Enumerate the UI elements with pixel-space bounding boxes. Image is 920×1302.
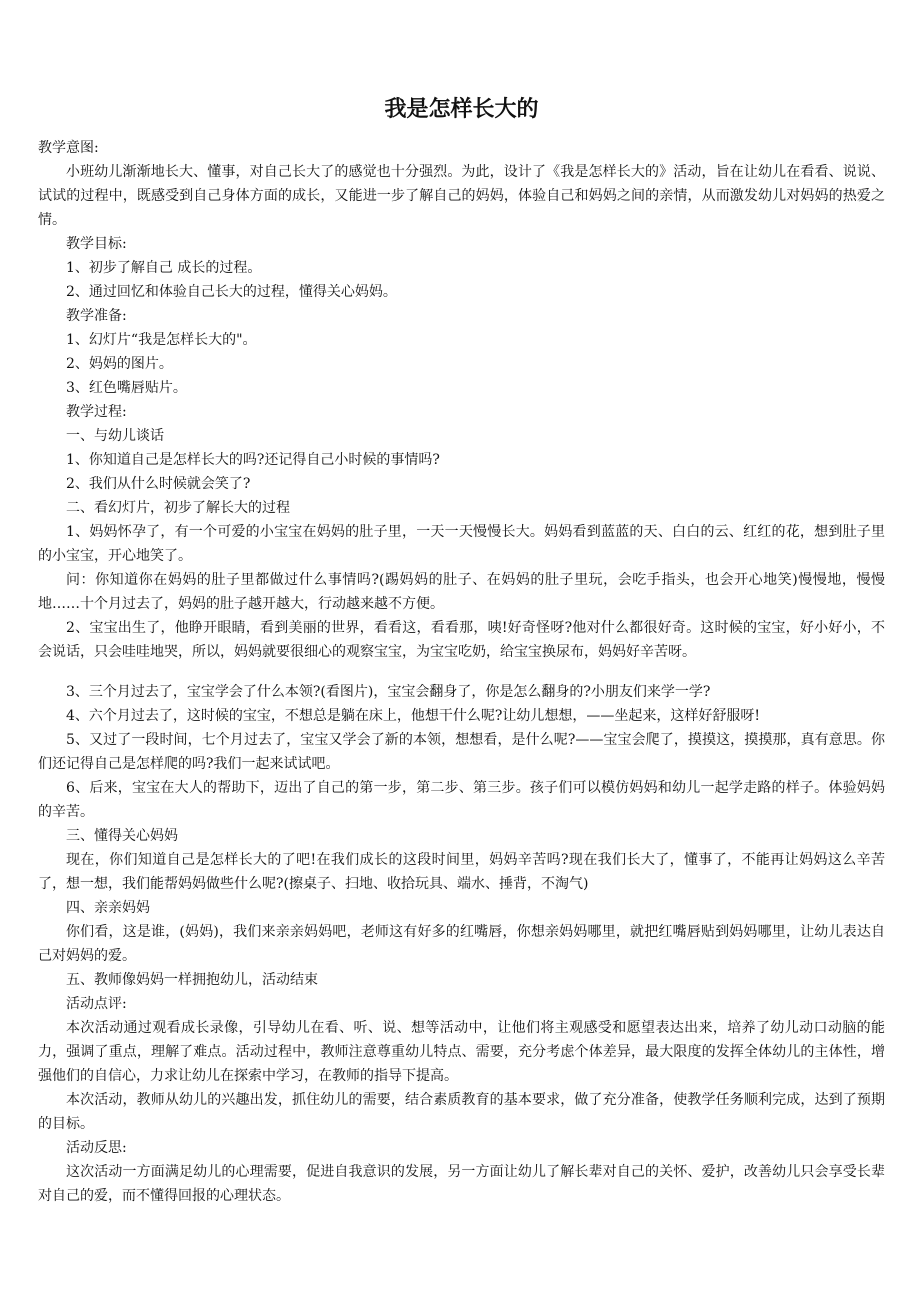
- body-paragraph: 一、与幼儿谈话: [66, 428, 164, 444]
- body-paragraph: 2、通过回忆和体验自己长大的过程，懂得关心妈妈。: [66, 284, 397, 300]
- body-paragraph: 四、亲亲妈妈: [66, 900, 150, 916]
- body-paragraph: 你们看，这是谁，(妈妈)，我们来亲亲妈妈吧，老师这有好多的红嘴唇，你想亲妈妈哪里，就把红嘴唇贴到妈妈哪里，让幼儿表达自己对妈妈的爱。: [38, 924, 885, 964]
- body-paragraph: 活动点评:: [66, 996, 127, 1012]
- body-paragraph: 三、懂得关心妈妈: [66, 828, 178, 844]
- body-paragraph: 教学准备:: [66, 308, 127, 324]
- body-paragraph: 1、你知道自己是怎样长大的吗?还记得自己小时候的事情吗?: [66, 452, 440, 468]
- body-paragraph: 二、看幻灯片，初步了解长大的过程: [66, 500, 290, 516]
- body-paragraph: 5、又过了一段时间，七个月过去了，宝宝又学会了新的本领，想想看，是什么呢?——宝宝会爬了，摸摸这，摸摸那，真有意思。你们还记得自己是怎样爬的吗?我们一起来试试吧。: [38, 732, 885, 772]
- document-page: [38, 92, 885, 1208]
- body-paragraph: 6、后来，宝宝在大人的帮助下，迈出了自己的第一步，第二步、第三步。孩子们可以模仿妈妈和幼儿一起学走路的样子。体验妈妈的辛苦。: [38, 780, 885, 820]
- body-paragraph: 教学意图:: [38, 140, 99, 156]
- body-paragraph: 1、幻灯片“我是怎样长大的"。: [66, 332, 257, 348]
- body-paragraph: 1、妈妈怀孕了，有一个可爱的小宝宝在妈妈的肚子里，一天一天慢慢长大。妈妈看到蓝蓝的天、白白的云、红红的花，想到肚子里的小宝宝，开心地笑了。: [38, 524, 885, 564]
- document-title: 我是怎样长大的: [384, 96, 539, 122]
- body-paragraph: 这次活动一方面满足幼儿的心理需要，促进自我意识的发展，另一方面让幼儿了解长辈对自己的关怀、爱护，改善幼儿只会享受长辈对自己的爱，而不懂得回报的心理状态。: [38, 1164, 885, 1204]
- body-paragraph: 2、妈妈的图片。: [66, 356, 173, 372]
- body-paragraph: 现在，你们知道自己是怎样长大的了吧!在我们成长的这段时间里，妈妈辛苦吗?现在我们长大了，懂事了，不能再让妈妈这么辛苦了，想一想，我们能帮妈妈做些什么呢?(擦桌子、扫地、收拾玩具、端水、捶背，不淘气): [38, 852, 885, 892]
- blank-line: [38, 664, 885, 680]
- body-paragraph: 1、初步了解自己 成长的过程。: [66, 260, 262, 276]
- body-paragraph: 2、我们从什么时候就会笑了?: [66, 476, 251, 492]
- body-paragraph: 教学目标:: [66, 236, 127, 252]
- body-paragraph: 问：你知道你在妈妈的肚子里都做过什么事情吗?(踢妈妈的肚子、在妈妈的肚子里玩，会吃手指头，也会开心地笑)慢慢地，慢慢地……十个月过去了，妈妈的肚子越开越大，行动越来越不方便。: [38, 572, 885, 612]
- document-body: [38, 136, 885, 1208]
- body-paragraph: 3、三个月过去了，宝宝学会了什么本领?(看图片)，宝宝会翻身了，你是怎么翻身的?小朋友们来学一学?: [66, 684, 711, 700]
- body-paragraph: 小班幼儿渐渐地长大、懂事，对自己长大了的感觉也十分强烈。为此，设计了《我是怎样长大的》活动，旨在让幼儿在看看、说说、试试的过程中，既感受到自己身体方面的成长，又能进一步了解自己的妈妈，体验自己和妈妈之间的亲情，从而激发幼儿对妈妈的热爱之情。: [38, 164, 885, 228]
- body-paragraph: 本次活动通过观看成长录像，引导幼儿在看、听、说、想等活动中，让他们将主观感受和愿望表达出来，培养了幼儿动口动脑的能力，强调了重点，理解了难点。活动过程中，教师注意尊重幼儿特点、需要，充分考虑个体差异，最大限度的发挥全体幼儿的主体性，增强他们的自信心，力求让幼儿在探索中学习，在教师的指导下提高。: [38, 1020, 885, 1084]
- body-paragraph: 3、红色嘴唇贴片。: [66, 380, 187, 396]
- body-paragraph: 4、六个月过去了，这时候的宝宝，不想总是躺在床上，他想干什么呢?让幼儿想想，——坐起来，这样好舒服呀!: [66, 708, 761, 724]
- body-paragraph: 五、教师像妈妈一样拥抱幼儿，活动结束: [66, 972, 318, 988]
- body-paragraph: 活动反思:: [66, 1140, 127, 1156]
- body-paragraph: 教学过程:: [66, 404, 127, 420]
- body-paragraph: 本次活动，教师从幼儿的兴趣出发，抓住幼儿的需要，结合素质教育的基本要求，做了充分准备，使教学任务顺利完成，达到了预期的目标。: [38, 1092, 885, 1132]
- body-paragraph: 2、宝宝出生了，他睁开眼睛，看到美丽的世界，看看这，看看那，咦!好奇怪呀?他对什么都很好奇。这时候的宝宝，好小好小，不会说话，只会哇哇地哭，所以，妈妈就要很细心的观察宝宝，为宝宝吃奶，给宝宝换尿布，妈妈好辛苦呀。: [38, 620, 885, 660]
